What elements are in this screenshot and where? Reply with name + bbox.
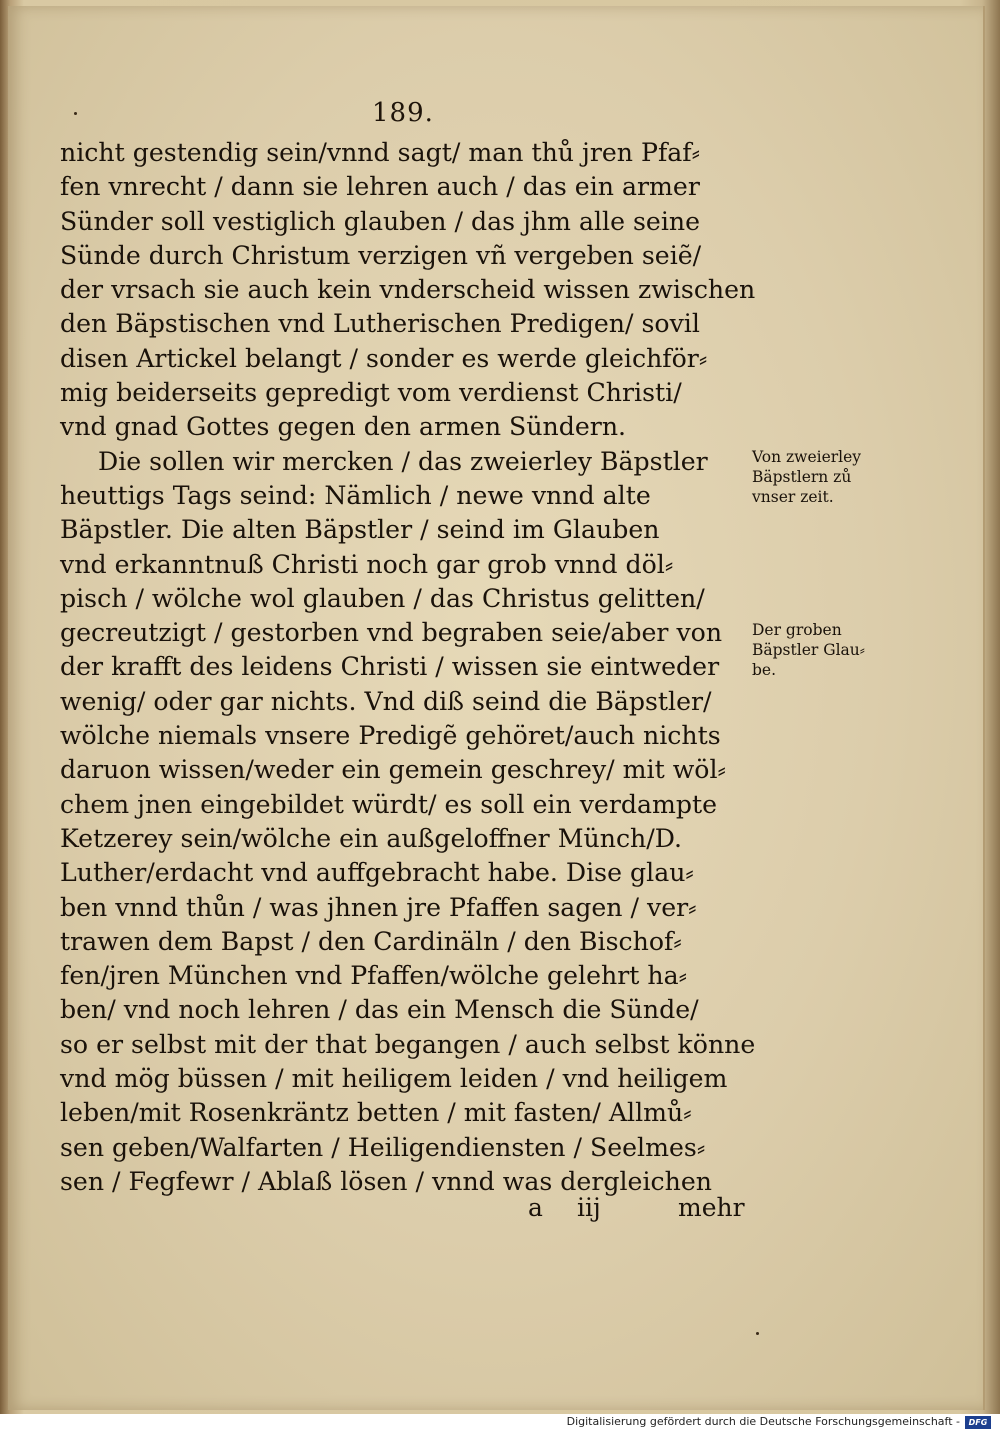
dfg-logo-icon: DFG	[965, 1416, 991, 1429]
text-line: vnd gnad Gottes gegen den armen Sündern.	[60, 412, 627, 442]
text-line: Luther/erdacht vnd auffgebracht habe. Dise glau⸗	[60, 858, 694, 888]
text-line: heuttigs Tags seind: Nämlich / newe vnnd alte	[60, 480, 651, 510]
signature-number: iij	[577, 1193, 601, 1222]
margin-note-line: Bäpstlern zů	[752, 468, 852, 486]
text-line: sen geben/Walfarten / Heiligendiensten / Seelmes⸗	[60, 1132, 706, 1162]
text-line: Sünder soll vestiglich glauben / das jhm alle seine	[60, 206, 701, 236]
margin-note-line: vnser zeit.	[752, 488, 834, 506]
text-line: ben vnnd thůn / was jhnen jre Pfaffen sagen / ver⸗	[60, 892, 697, 922]
margin-note	[752, 447, 902, 507]
text-line: gecreutzigt / gestorben vnd begraben seie/aber von	[60, 618, 723, 648]
text-line: der vrsach sie auch kein vnderscheid wissen zwischen	[60, 275, 756, 305]
text-line: trawen dem Bapst / den Cardinäln / den Bischof⸗	[60, 926, 682, 956]
text-line: fen/jren München vnd Pfaffen/wölche gelehrt ha⸗	[60, 961, 688, 991]
text-line: chem jnen eingebildet würdt/ es soll ein verdampte	[60, 789, 718, 819]
catchword: mehr	[678, 1193, 745, 1222]
margin-note-line: Bäpstler Glau⸗	[752, 641, 865, 659]
text-line: fen vnrecht / dann sie lehren auch / das ein armer	[60, 172, 700, 202]
ink-speck	[74, 112, 77, 115]
funding-notice: Digitalisierung gefördert durch die Deutsche Forschungsgemeinschaft -	[566, 1415, 960, 1428]
footer-bar	[0, 1414, 1000, 1432]
text-line: Die sollen wir mercken / das zweierley Bäpstler	[98, 446, 708, 476]
signature-line	[60, 1193, 760, 1227]
signature-mark: a	[528, 1193, 543, 1222]
text-line: sen / Fegfewr / Ablaß lösen / vnnd was dergleichen	[60, 1166, 712, 1196]
text-line: ben/ vnd noch lehren / das ein Mensch die Sünde/	[60, 995, 699, 1025]
text-line: vnd mög büssen / mit heiligem leiden / vnd heiligem	[60, 1064, 728, 1094]
body-text	[60, 136, 756, 1199]
text-line: disen Artickel belangt / sonder es werde gleichför⸗	[60, 343, 708, 373]
margin-note	[752, 620, 902, 680]
text-line: Sünde durch Christum verzigen vñ vergeben seiẽ/	[60, 240, 702, 270]
margin-note-line: Von zweierley	[752, 448, 862, 466]
text-line: leben/mit Rosenkräntz betten / mit fasten/ Allmů⸗	[60, 1098, 692, 1128]
text-line: wenig/ oder gar nichts. Vnd diß seind die Bäpstler/	[60, 686, 712, 716]
text-line: wölche niemals vnsere Predigẽ gehöret/auch nichts	[60, 721, 721, 751]
ink-speck	[756, 1332, 759, 1335]
text-line: den Bäpstischen vnd Lutherischen Predigen/ sovil	[60, 309, 700, 339]
text-line: der krafft des leidens Christi / wissen sie eintweder	[60, 652, 720, 682]
text-line: Bäpstler. Die alten Bäpstler / seind im Glauben	[60, 515, 660, 545]
margin-note-line: be.	[752, 661, 777, 679]
text-line: vnd erkanntnuß Christi noch gar grob vnnd döl⸗	[60, 549, 674, 579]
text-line: mig beiderseits gepredigt vom verdienst Christi/	[60, 378, 682, 408]
text-line: pisch / wölche wol glauben / das Christus gelitten/	[60, 583, 705, 613]
text-line: so er selbst mit der that begangen / auch selbst könne	[60, 1029, 756, 1059]
margin-note-line: Der groben	[752, 621, 842, 639]
text-line: daruon wissen/weder ein gemein geschrey/ mit wöl⸗	[60, 755, 726, 785]
page-number: 189.	[372, 98, 434, 128]
text-line: nicht gestendig sein/vnnd sagt/ man thů jren Pfaf⸗	[60, 138, 701, 167]
text-line: Ketzerey sein/wölche ein außgeloffner Münch/D.	[60, 823, 683, 853]
